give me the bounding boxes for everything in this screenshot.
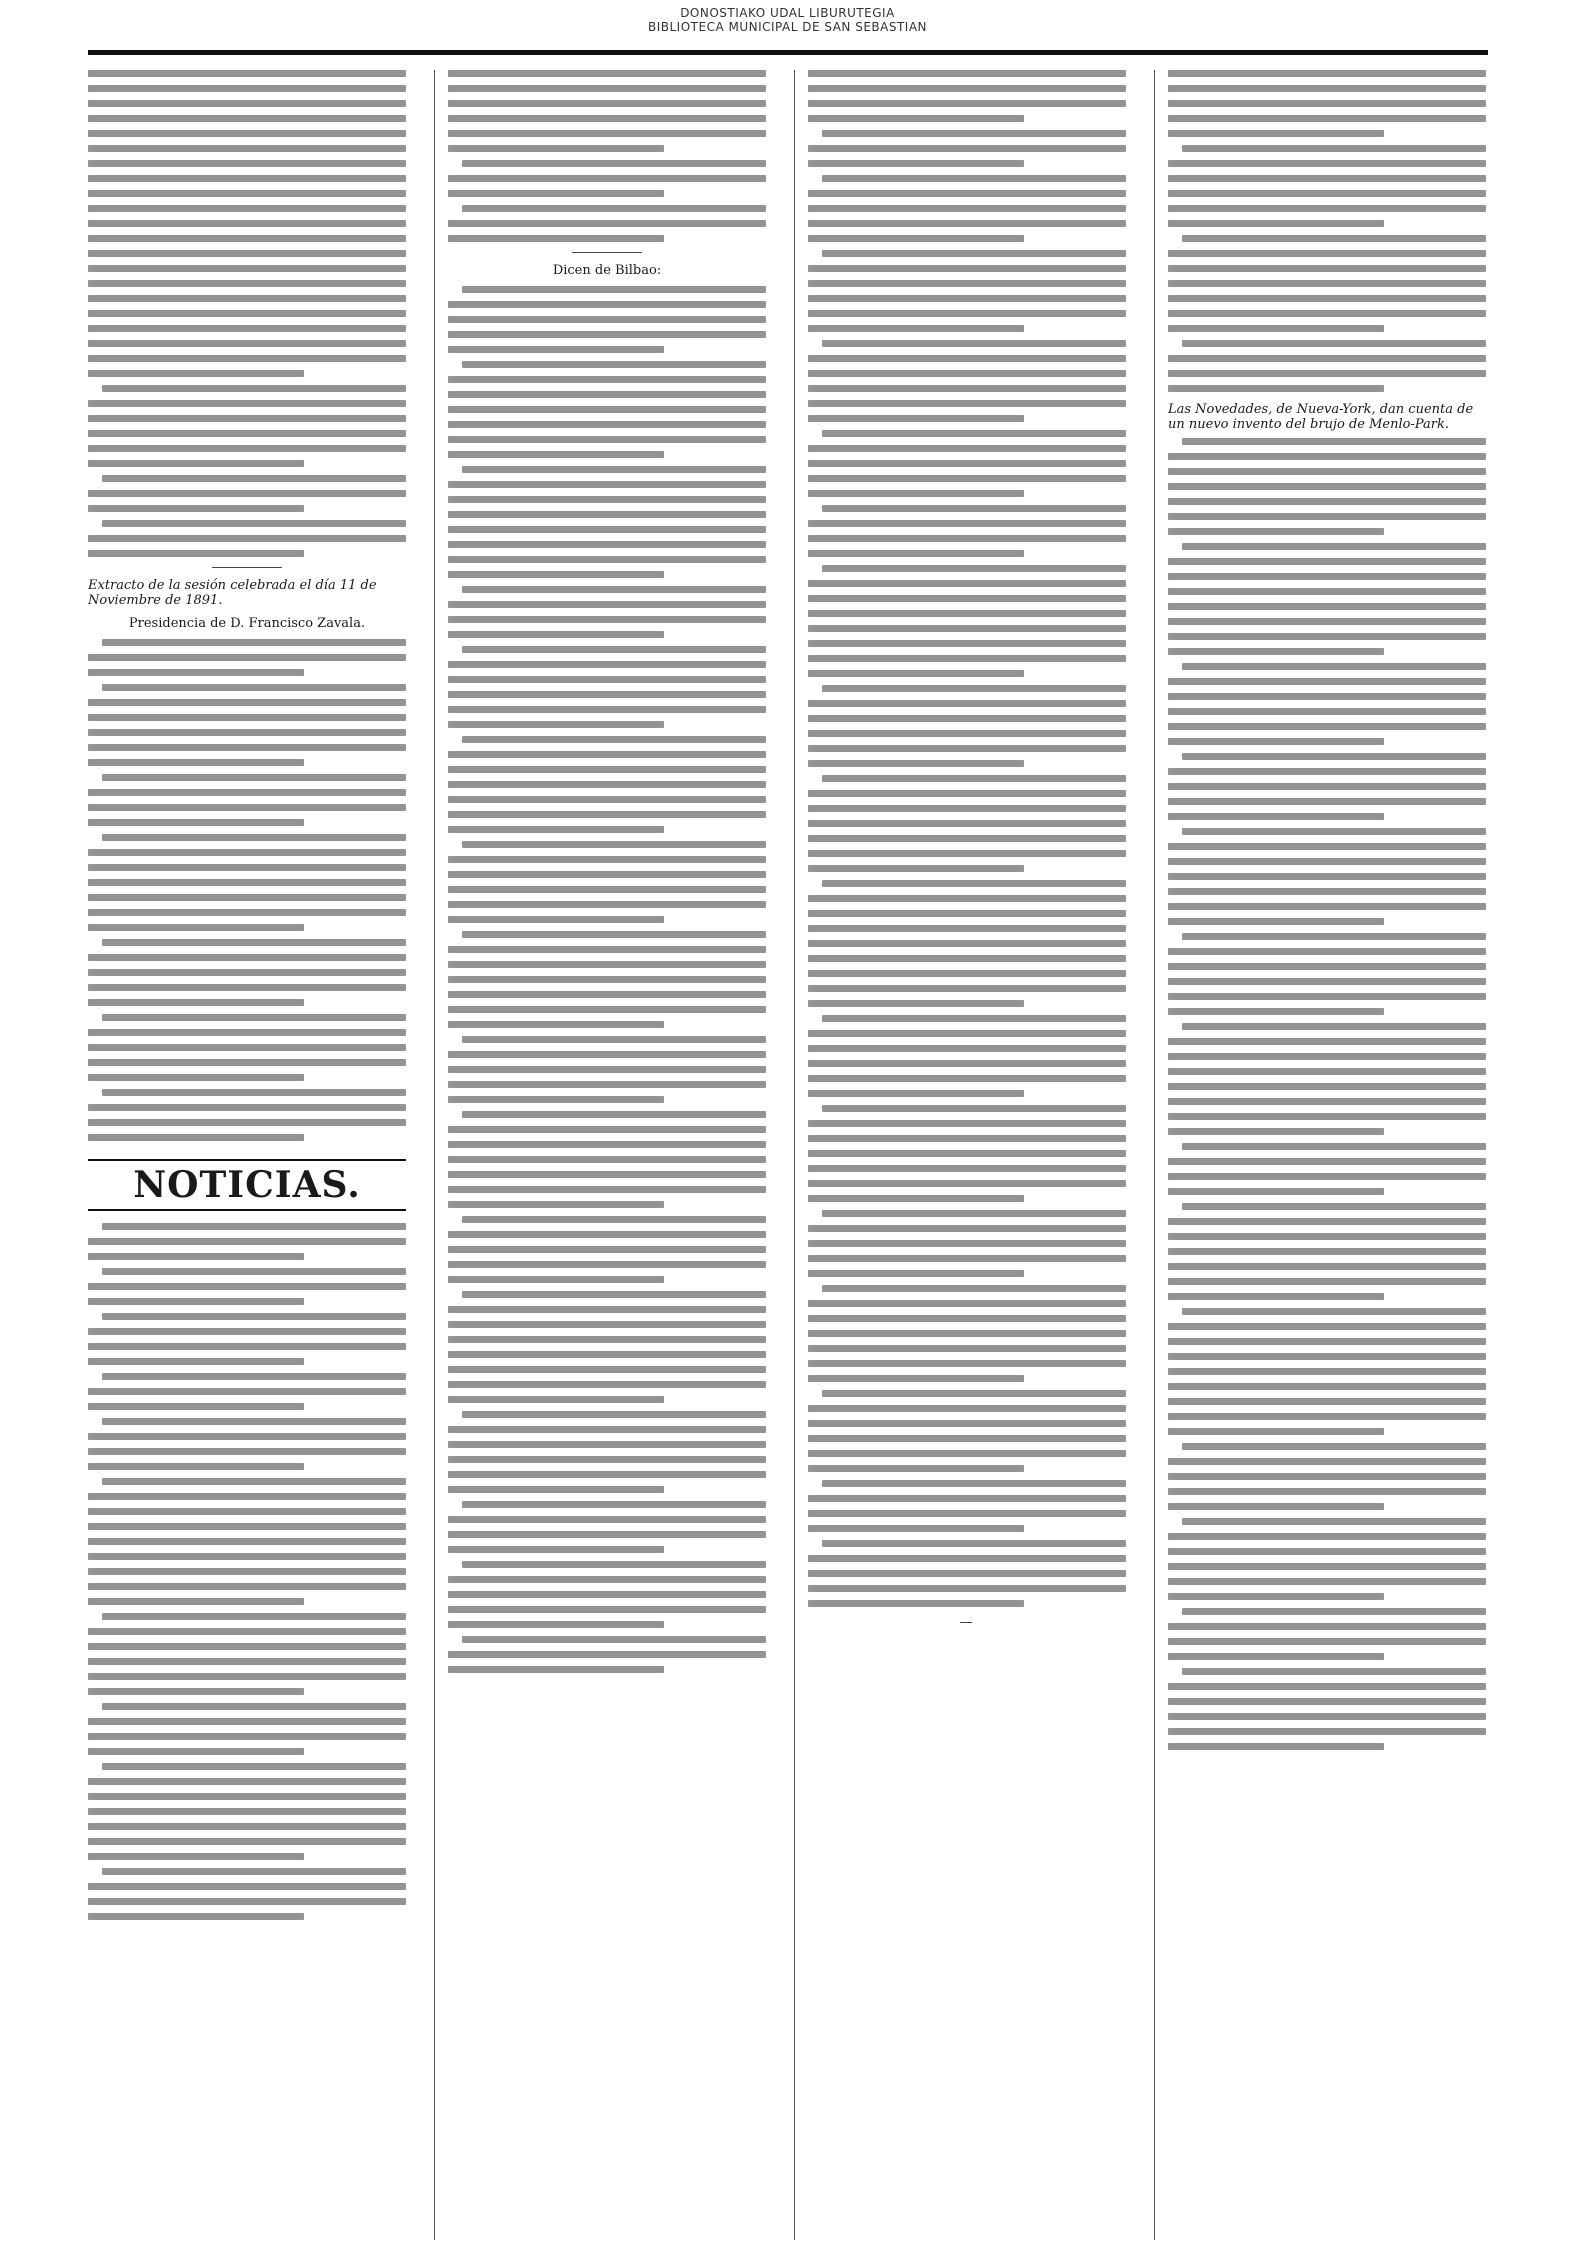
col1-text-block-3 (88, 1223, 406, 1920)
masthead-rule (88, 50, 1488, 55)
section-title-noticias: NOTICIAS. (88, 1159, 406, 1211)
column-4 (1168, 70, 1486, 2240)
column-2 (448, 70, 766, 2240)
stamp-line-1: DONOSTIAKO UDAL LIBURUTEGIA (680, 6, 895, 20)
column-rule (434, 70, 435, 2240)
novedades-heading: Las Novedades, de Nueva-York, dan cuenta de un nuevo invento del brujo de Menlo-Park. (1168, 402, 1474, 432)
session-heading: Extracto de la sesión celebrada el día 11 de Noviembre de 1891. (88, 578, 377, 608)
bilbao-heading: Dicen de Bilbao: (552, 263, 662, 278)
divider (572, 252, 642, 253)
divider (212, 567, 282, 568)
col1-text-block-1 (88, 70, 406, 557)
presidency-line: Presidencia de D. Francisco Zavala. (128, 616, 366, 631)
col3-text-block-1 (808, 70, 1126, 1607)
col4-text-block-1 (1168, 70, 1486, 392)
newspaper-page (88, 70, 1488, 2240)
col2-text-block-2 (448, 286, 766, 1673)
col2-text-block-1 (448, 70, 766, 242)
col4-text-block-2 (1168, 438, 1486, 1750)
column-1 (88, 70, 406, 2240)
column-rule (794, 70, 795, 2240)
column-rule (1154, 70, 1155, 2240)
closing-mark: — (959, 1615, 975, 1630)
column-3 (808, 70, 1126, 2240)
stamp-line-2: BIBLIOTECA MUNICIPAL DE SAN SEBASTIAN (647, 20, 928, 34)
col1-text-block-2 (88, 639, 406, 1141)
library-stamp (0, 6, 1575, 34)
